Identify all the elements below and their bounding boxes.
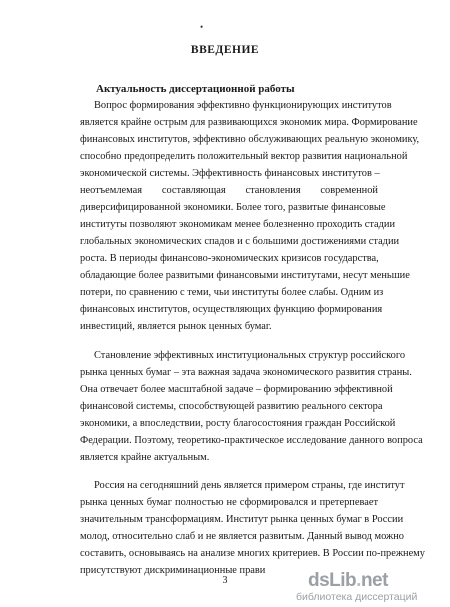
page-top-mark: • [200, 22, 204, 32]
text-line: финансовых институтов, осуществляющих функцию формирования [80, 304, 383, 315]
watermark-subtitle: библиотека диссертаций [296, 591, 418, 603]
text-line: инвестиций, является рынок ценных бумаг. [80, 321, 272, 332]
text-line: институты позволяют экономикам менее болезненно проходить стадии [80, 219, 396, 230]
text-line: обладающие более развитыми финансовыми институтами, несут меньшие [80, 270, 410, 281]
text-line: Вопрос формирования эффективно функционирующих институтов [94, 100, 392, 111]
text-line: финансовой системы, способствующей развитию реального сектора [80, 401, 383, 412]
text-line: Россия на сегодняшний день является примером страны, где институт [94, 480, 405, 491]
text-line: составить, основываясь на анализе многих критериев. В России по-прежнему [80, 548, 425, 559]
text-line: является крайне острым для развивающихся экономик мира. Формирование [80, 117, 418, 128]
text-line: диверсифицированной экономики. Более того, развитые финансовые [80, 202, 386, 213]
text-line: роста. В периоды финансово-экономических кризисов государства, [80, 253, 379, 264]
text-line: потери, по сравнению с теми, чьи институты более слабы. Одним из [80, 287, 384, 298]
text-line: Она отвечает более масштабной задаче – формированию эффективной [80, 384, 393, 395]
text-line: молод, относительно слаб и не является развитым. Данный вывод можно [80, 531, 404, 542]
page-number: 3 [222, 575, 228, 586]
text-line: финансовых институтов, эффективно обслуживающих реальную экономику, [80, 134, 420, 145]
text-line: рынка ценных бумаг полностью не сформировался и претерпевает [80, 497, 378, 508]
page-title: ВВЕДЕНИЕ [190, 44, 260, 56]
text-line: экономической системы. Эффективность финансовых институтов – [80, 168, 380, 179]
text-line: способно предопределить положительный вектор развития национальной [80, 151, 408, 162]
text-line: неотъемлемая составляющая становления современной [80, 185, 378, 196]
text-line: Становление эффективных институциональных структур российского [94, 350, 406, 361]
watermark-logo: dsLib.net [308, 570, 388, 591]
text-line: Федерации. Поэтому, теоретико-практическое исследование данного вопроса [80, 435, 423, 446]
text-line: рынка ценных бумаг – эта важная задача экономического развития страны. [80, 367, 412, 378]
text-line: экономики, а впоследствии, росту благосостояния граждан Российской [80, 418, 396, 429]
text-line: значительным трансформациям. Институт рынка ценных бумаг в России [80, 514, 404, 525]
text-line: глобальных экономических спадов и с большими достижениями стадии [80, 236, 400, 247]
text-line: присутствуют дискриминационные прави [80, 565, 266, 576]
text-line: является крайне актуальным. [80, 452, 210, 463]
watermark[interactable] [296, 570, 446, 604]
section-title: Актуальность диссертационной работы [96, 83, 295, 95]
